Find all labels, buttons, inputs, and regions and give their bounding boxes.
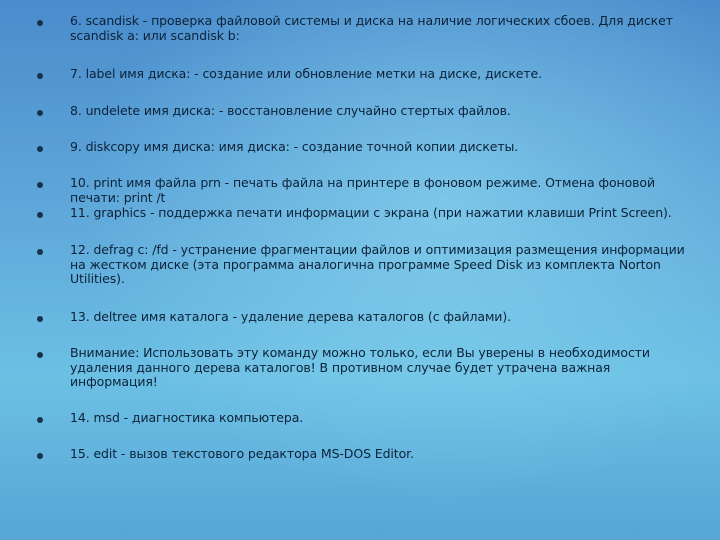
bullet-icon: [37, 417, 43, 423]
bullet-icon: [37, 352, 43, 358]
list-item-text: 14. msd - диагностика компьютера.: [70, 410, 304, 425]
bullet-icon: [37, 316, 43, 322]
list-item-text: 8. undelete имя диска: - восстановление случайно стертых файлов.: [70, 103, 511, 118]
bullet-icon: [37, 249, 43, 255]
list-item-text: 9. diskcopy имя диска: имя диска: - создание точной копии дискеты.: [70, 139, 519, 154]
list-item-text: 10. print имя файла prn - печать файла на принтере в фоновом режиме. Отмена фоновой печати: print /t: [70, 175, 656, 205]
bullet-icon: [37, 110, 43, 116]
bullet-icon: [37, 20, 43, 26]
bullet-icon: [37, 146, 43, 152]
list-item-text: 12. defrag c: /fd - устранение фрагментации файлов и оптимизация размещения информации на жестком диске (эта программа аналогична программе Speed Disk из комплекта Norton Utilities).: [70, 242, 685, 286]
list-item-text: 15. edit - вызов текстового редактора MS-DOS Editor.: [70, 446, 414, 461]
bullet-icon: [37, 182, 43, 188]
bullet-icon: [37, 212, 43, 218]
list-item-text: Внимание: Использовать эту команду можно только, если Вы уверены в необходимости удаления данного дерева каталогов! В противном случае будет утрачена важная информация!: [70, 345, 650, 389]
list-item-text: 6. scandisk - проверка файловой системы и диска на наличие логических сбоев. Для дискет scandisk a: или scandisk b:: [70, 13, 673, 43]
bullet-icon: [37, 453, 43, 459]
bullet-icon: [37, 73, 43, 79]
list-item-text: 13. deltree имя каталога - удаление дерева каталогов (с файлами).: [70, 309, 511, 324]
list-item-text: 7. label имя диска: - создание или обновление метки на диске, дискете.: [70, 66, 542, 81]
list-item-text: 11. graphics - поддержка печати информации с экрана (при нажатии клавиши Print Screen).: [70, 205, 672, 220]
